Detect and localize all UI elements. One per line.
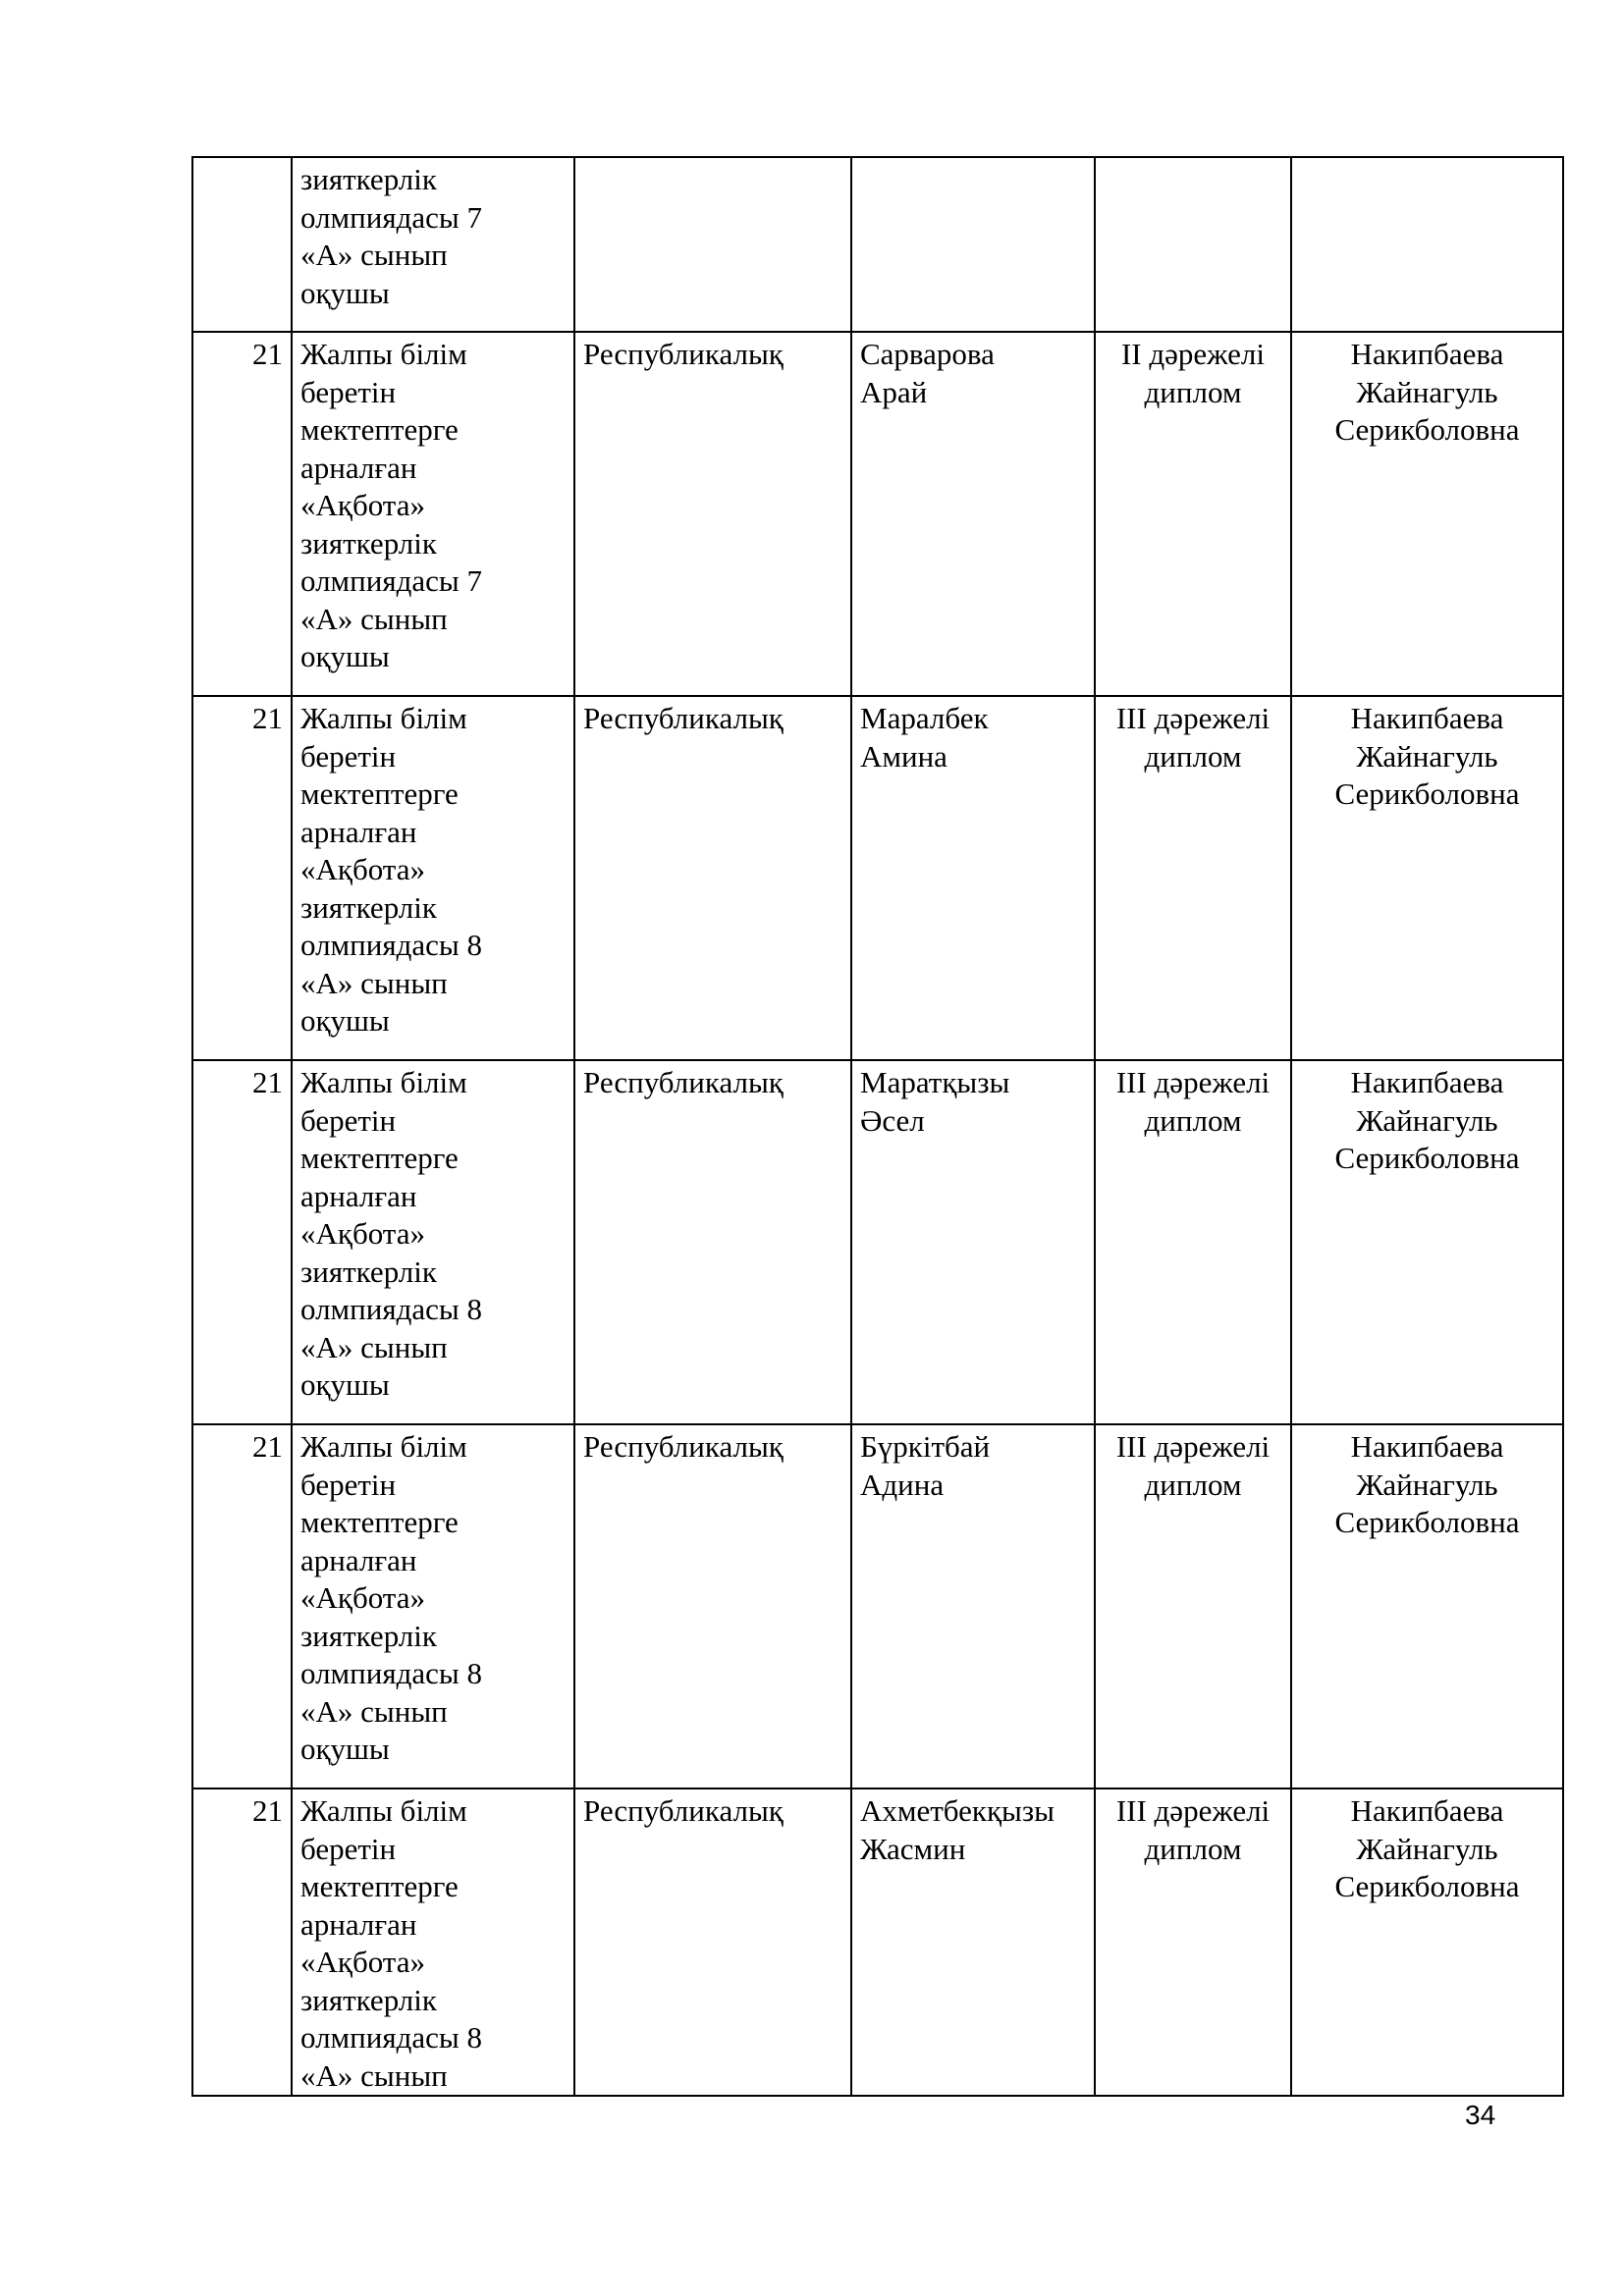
award-cell: ІІІ дәрежелі диплом xyxy=(1095,696,1291,1060)
level-cell: Республикалық xyxy=(574,696,851,1060)
level-cell: Республикалық xyxy=(574,332,851,696)
student-name-cell xyxy=(851,157,1095,332)
table-row xyxy=(192,1060,1563,1424)
row-number-cell xyxy=(192,157,292,332)
page-number: 34 xyxy=(1465,2100,1496,2130)
student-name-cell: Маралбек Амина xyxy=(851,696,1095,1060)
event-cell: Жалпы білім беретін мектептерге арналған «Ақбота» зияткерлік олмпиядасы 8 «А» сынып оқушы xyxy=(292,696,574,1060)
award-cell: ІІІ дәрежелі диплом xyxy=(1095,1424,1291,1789)
event-cell: Жалпы білім беретін мектептерге арналған «Ақбота» зияткерлік олмпиядасы 8 «А» сынып оқушы xyxy=(292,1060,574,1424)
table-row xyxy=(192,332,1563,696)
award-cell xyxy=(1095,157,1291,332)
results-table xyxy=(191,156,1564,2097)
award-cell: ІІІ дәрежелі диплом xyxy=(1095,1789,1291,2096)
student-name-cell: Ахметбекқызы Жасмин xyxy=(851,1789,1095,2096)
row-number-cell: 21 xyxy=(192,1060,292,1424)
student-name-cell: Бүркітбай Адина xyxy=(851,1424,1095,1789)
student-name-cell: Сарварова Арай xyxy=(851,332,1095,696)
row-number-cell: 21 xyxy=(192,1789,292,2096)
level-cell xyxy=(574,157,851,332)
teacher-cell: Накипбаева Жайнагуль Серикболовна xyxy=(1291,696,1563,1060)
event-cell: Жалпы білім беретін мектептерге арналған «Ақбота» зияткерлік олмпиядасы 7 «А» сынып оқушы xyxy=(292,332,574,696)
teacher-cell xyxy=(1291,157,1563,332)
award-cell: ІІІ дәрежелі диплом xyxy=(1095,1060,1291,1424)
row-number-cell: 21 xyxy=(192,1424,292,1789)
event-cell: зияткерлік олмпиядасы 7 «А» сынып оқушы xyxy=(292,157,574,332)
table-row xyxy=(192,1789,1563,2096)
table-row xyxy=(192,696,1563,1060)
table-row xyxy=(192,1424,1563,1789)
teacher-cell: Накипбаева Жайнагуль Серикболовна xyxy=(1291,1424,1563,1789)
level-cell: Республикалық xyxy=(574,1424,851,1789)
event-cell: Жалпы білім беретін мектептерге арналған «Ақбота» зияткерлік олмпиядасы 8 «А» сынып оқушы xyxy=(292,1424,574,1789)
event-cell: Жалпы білім беретін мектептерге арналған «Ақбота» зияткерлік олмпиядасы 8 «А» сынып xyxy=(292,1789,574,2096)
teacher-cell: Накипбаева Жайнагуль Серикболовна xyxy=(1291,332,1563,696)
student-name-cell: Маратқызы Әсел xyxy=(851,1060,1095,1424)
row-number-cell: 21 xyxy=(192,332,292,696)
level-cell: Республикалық xyxy=(574,1789,851,2096)
row-number-cell: 21 xyxy=(192,696,292,1060)
teacher-cell: Накипбаева Жайнагуль Серикболовна xyxy=(1291,1789,1563,2096)
table-row xyxy=(192,157,1563,332)
award-cell: ІІ дәрежелі диплом xyxy=(1095,332,1291,696)
teacher-cell: Накипбаева Жайнагуль Серикболовна xyxy=(1291,1060,1563,1424)
level-cell: Республикалық xyxy=(574,1060,851,1424)
